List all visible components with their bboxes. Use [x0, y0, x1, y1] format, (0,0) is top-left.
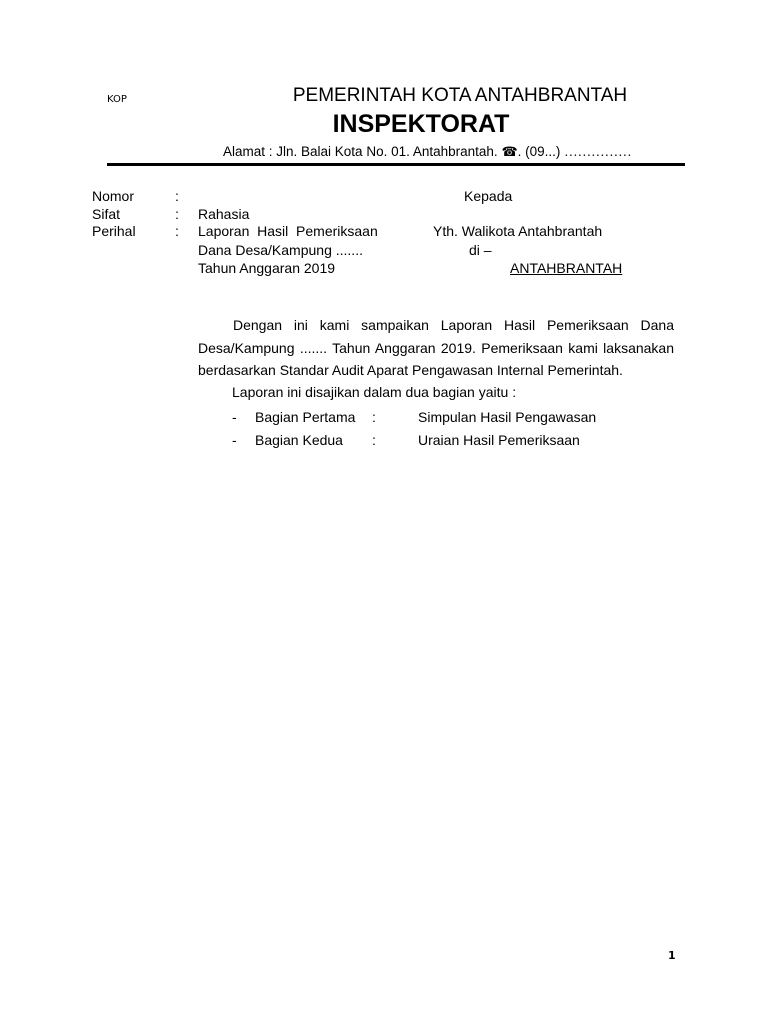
perihal-line-2: Dana Desa/Kampung ....... [198, 242, 363, 258]
address-text: Alamat : Jln. Balai Kota No. 01. Antahbrantah. [223, 144, 498, 159]
part-2-name: Bagian Kedua [255, 432, 343, 448]
sifat-value: Rahasia [198, 206, 250, 222]
nomor-colon: : [175, 188, 179, 204]
part-2-dash: - [232, 432, 237, 448]
recipient-name: Yth. Walikota Antahbrantah [433, 223, 603, 239]
part-1-description: Simpulan Hasil Pengawasan [418, 409, 597, 425]
kop-placeholder: KOP [107, 94, 127, 105]
recipient-place: ANTAHBRANTAH [510, 260, 623, 276]
address-line [223, 144, 632, 160]
sifat-label: Sifat [92, 206, 121, 222]
part-2-colon: : [372, 432, 376, 448]
government-title: PEMERINTAH KOTA ANTAHBRANTAH [292, 85, 628, 106]
perihal-line-1: Laporan Hasil Pemeriksaan [198, 223, 378, 239]
sifat-colon: : [175, 206, 179, 222]
part-1-name: Bagian Pertama [255, 409, 356, 425]
body-intro: Laporan ini disajikan dalam dua bagian yaitu : [232, 384, 517, 400]
perihal-label: Perihal [92, 223, 136, 239]
body-paragraph: Dengan ini kami sampaikan Laporan Hasil Pemeriksaan Dana Desa/Kampung ....... Tahun Anggaran 2019. Pemeriksaan kami laksanakan berdasarkan Standar Audit Aparat Pengawasan Internal Pemerintah. [198, 317, 674, 378]
perihal-colon: : [175, 223, 179, 239]
nomor-label: Nomor [92, 188, 135, 204]
telephone-icon: ☎ [501, 144, 518, 159]
perihal-line-3: Tahun Anggaran 2019 [198, 260, 336, 276]
letterhead-divider [107, 163, 685, 166]
agency-title: INSPEKTORAT [332, 110, 510, 138]
phone-dots: …………… [564, 144, 632, 159]
part-1-dash: - [232, 409, 237, 425]
recipient-kepada: Kepada [464, 188, 513, 204]
part-2-description: Uraian Hasil Pemeriksaan [418, 432, 580, 448]
recipient-di: di – [469, 242, 492, 258]
phone-text: . (09...) [517, 144, 561, 159]
part-1-colon: : [372, 409, 376, 425]
page-number: 1 [668, 949, 676, 962]
